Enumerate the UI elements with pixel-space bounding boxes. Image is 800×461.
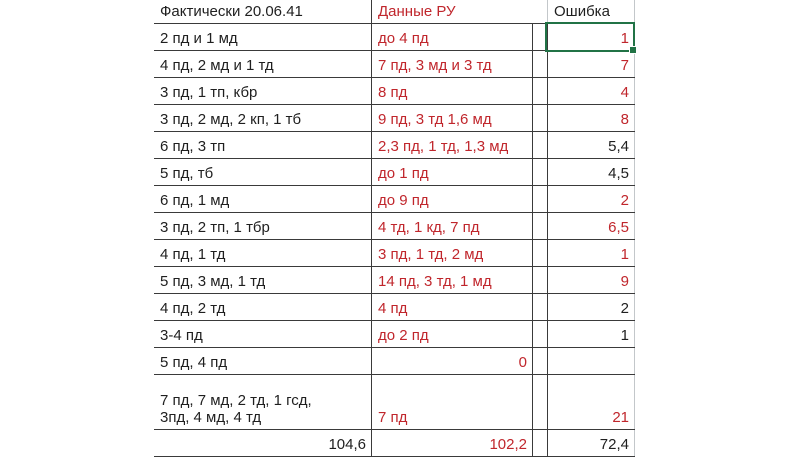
narrow-cell[interactable] bbox=[533, 132, 548, 158]
fact-cell[interactable]: 3-4 пд bbox=[154, 321, 372, 347]
ru-cell[interactable]: 8 пд bbox=[372, 78, 533, 104]
left-margin bbox=[0, 294, 154, 321]
left-margin bbox=[0, 240, 154, 267]
err-cell[interactable]: 6,5 bbox=[548, 213, 635, 239]
total-narrow-cell[interactable] bbox=[533, 430, 548, 456]
err-cell[interactable]: 1 bbox=[548, 321, 635, 347]
row-strip bbox=[154, 213, 635, 240]
fact-cell[interactable]: 4 пд, 2 тд bbox=[154, 294, 372, 320]
err-cell[interactable]: 9 bbox=[548, 267, 635, 293]
left-margin bbox=[0, 78, 154, 105]
header-cell-narrow[interactable] bbox=[533, 0, 548, 23]
row-strip bbox=[154, 321, 635, 348]
table-row bbox=[0, 267, 800, 294]
table-row bbox=[0, 132, 800, 159]
header-cell-ru[interactable]: Данные РУ bbox=[378, 2, 456, 20]
row-strip bbox=[154, 159, 635, 186]
table-row bbox=[0, 159, 800, 186]
row-strip bbox=[154, 51, 635, 78]
table-row bbox=[0, 24, 800, 51]
ru-cell[interactable]: 7 пд bbox=[372, 375, 533, 429]
err-cell[interactable]: 2 bbox=[548, 294, 635, 320]
left-margin bbox=[0, 267, 154, 294]
narrow-cell[interactable] bbox=[533, 294, 548, 320]
left-margin bbox=[0, 159, 154, 186]
row-strip bbox=[154, 78, 635, 105]
err-cell[interactable]: 21 bbox=[548, 375, 635, 429]
row-strip bbox=[154, 294, 635, 321]
fact-cell[interactable]: 5 пд, 3 мд, 1 тд bbox=[154, 267, 372, 293]
left-margin bbox=[0, 213, 154, 240]
row-strip bbox=[154, 267, 635, 294]
ru-cell[interactable]: до 1 пд bbox=[372, 159, 533, 185]
row-strip bbox=[154, 240, 635, 267]
table-row bbox=[0, 240, 800, 267]
fact-cell[interactable]: 5 пд, 4 пд bbox=[154, 348, 372, 374]
ru-cell[interactable]: 2,3 пд, 1 тд, 1,3 мд bbox=[372, 132, 533, 158]
narrow-cell[interactable] bbox=[533, 186, 548, 212]
fact-cell[interactable]: 3 пд, 2 мд, 2 кп, 1 тб bbox=[154, 105, 372, 131]
ru-cell[interactable]: 9 пд, 3 тд 1,6 мд bbox=[372, 105, 533, 131]
err-cell[interactable]: 1 bbox=[548, 24, 635, 50]
totals-row bbox=[0, 430, 800, 457]
header-row bbox=[0, 0, 800, 24]
narrow-cell[interactable] bbox=[533, 51, 548, 77]
total-fact-cell[interactable]: 104,6 bbox=[154, 430, 372, 456]
narrow-cell[interactable] bbox=[533, 240, 548, 266]
ru-cell[interactable]: до 4 пд bbox=[372, 24, 533, 50]
table-row bbox=[0, 78, 800, 105]
ru-cell[interactable]: до 2 пд bbox=[372, 321, 533, 347]
left-margin bbox=[0, 430, 154, 457]
err-cell[interactable]: 4 bbox=[548, 78, 635, 104]
left-margin bbox=[0, 0, 154, 24]
table-row bbox=[0, 105, 800, 132]
fact-cell[interactable]: 2 пд и 1 мд bbox=[154, 24, 372, 50]
ru-cell[interactable]: до 9 пд bbox=[372, 186, 533, 212]
fact-cell[interactable]: 6 пд, 3 тп bbox=[154, 132, 372, 158]
narrow-cell[interactable] bbox=[533, 348, 548, 374]
fact-cell[interactable]: 3 пд, 1 тп, кбр bbox=[154, 78, 372, 104]
table-row bbox=[0, 51, 800, 78]
row-strip bbox=[154, 375, 635, 430]
narrow-cell[interactable] bbox=[533, 159, 548, 185]
fact-cell[interactable]: 3 пд, 2 тп, 1 тбр bbox=[154, 213, 372, 239]
table-row bbox=[0, 321, 800, 348]
err-cell[interactable]: 8 bbox=[548, 105, 635, 131]
fact-cell[interactable] bbox=[154, 375, 372, 429]
err-cell[interactable]: 5,4 bbox=[548, 132, 635, 158]
header-cell-err[interactable]: Ошибка bbox=[548, 0, 635, 23]
ru-cell[interactable]: 4 тд, 1 кд, 7 пд bbox=[372, 213, 533, 239]
ru-cell[interactable]: 4 пд bbox=[372, 294, 533, 320]
fact-cell[interactable]: 6 пд, 1 мд bbox=[154, 186, 372, 212]
table-rows bbox=[0, 24, 800, 430]
fact-cell[interactable]: 4 пд, 1 тд bbox=[154, 240, 372, 266]
table-row bbox=[0, 348, 800, 375]
left-margin bbox=[0, 375, 154, 430]
ru-cell[interactable]: 14 пд, 3 тд, 1 мд bbox=[372, 267, 533, 293]
narrow-cell[interactable] bbox=[533, 375, 548, 429]
narrow-cell[interactable] bbox=[533, 321, 548, 347]
narrow-cell[interactable] bbox=[533, 78, 548, 104]
narrow-cell[interactable] bbox=[533, 24, 548, 50]
left-margin bbox=[0, 321, 154, 348]
err-cell[interactable]: 1 bbox=[548, 240, 635, 266]
err-cell[interactable]: 7 bbox=[548, 51, 635, 77]
left-margin bbox=[0, 348, 154, 375]
left-margin bbox=[0, 132, 154, 159]
table-row bbox=[0, 375, 800, 430]
header-cell-fact[interactable]: Фактически 20.06.41 bbox=[154, 0, 372, 23]
left-margin bbox=[0, 105, 154, 132]
left-margin bbox=[0, 51, 154, 78]
err-cell[interactable] bbox=[548, 348, 635, 374]
total-err-cell[interactable]: 72,4 bbox=[548, 430, 635, 456]
row-strip bbox=[154, 24, 635, 51]
err-cell[interactable]: 2 bbox=[548, 186, 635, 212]
row-strip bbox=[154, 105, 635, 132]
ru-cell[interactable]: 7 пд, 3 мд и 3 тд bbox=[372, 51, 533, 77]
narrow-cell[interactable] bbox=[533, 105, 548, 131]
table-row bbox=[0, 294, 800, 321]
total-ru-cell[interactable]: 102,2 bbox=[372, 430, 533, 456]
fact-cell-text: 7 пд, 7 мд, 2 тд, 1 гсд, 3пд, 4 мд, 4 тд bbox=[160, 391, 312, 426]
err-cell[interactable]: 4,5 bbox=[548, 159, 635, 185]
table-row bbox=[0, 186, 800, 213]
fact-cell[interactable]: 5 пд, тб bbox=[154, 159, 372, 185]
ru-cell[interactable]: 0 bbox=[372, 348, 533, 374]
table-row bbox=[0, 213, 800, 240]
narrow-cell[interactable] bbox=[533, 213, 548, 239]
left-margin bbox=[0, 24, 154, 51]
narrow-cell[interactable] bbox=[533, 267, 548, 293]
row-strip bbox=[154, 186, 635, 213]
row-strip bbox=[154, 132, 635, 159]
row-strip bbox=[154, 348, 635, 375]
ru-cell[interactable]: 3 пд, 1 тд, 2 мд bbox=[372, 240, 533, 266]
fact-cell[interactable]: 4 пд, 2 мд и 1 тд bbox=[154, 51, 372, 77]
left-margin bbox=[0, 186, 154, 213]
